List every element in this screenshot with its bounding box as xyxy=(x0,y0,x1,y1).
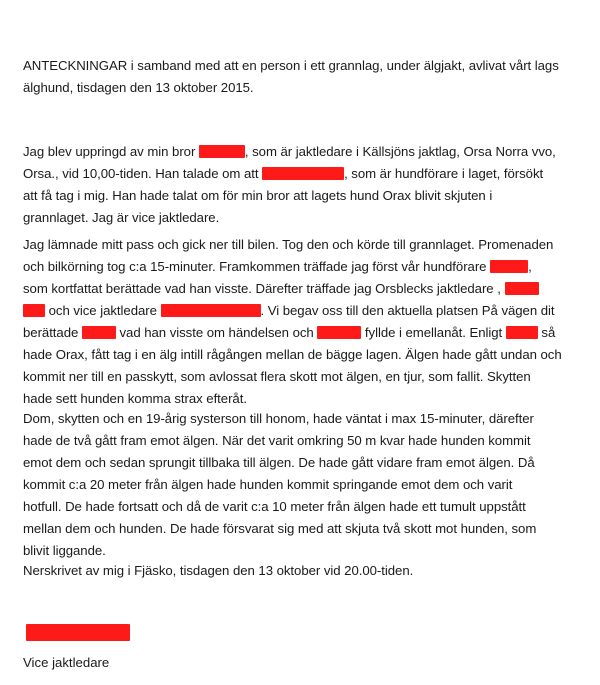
p3-line: hotfull. De hade fortsatt och då de varit c:a 10 meter från älgen hade ett tumult uppstått xyxy=(23,499,526,514)
p2-text: och bilkörning tog c:a 15-minuter. Framkommen träffade jag först vår hundförare xyxy=(23,259,491,274)
p2-line-4 xyxy=(23,300,583,322)
heading-line-1: ANTECKNINGAR i samband med att en person i ett grannlag, under älgjakt, avlivat vårt lags xyxy=(23,58,559,73)
p3-line: blivit liggande. xyxy=(23,543,106,558)
p3-line: Dom, skytten och en 19-årig systerson till honom, hade väntat i max 15-minuter, därefter xyxy=(23,411,534,426)
signature-role: Vice jaktledare xyxy=(23,655,110,670)
p2-line-5 xyxy=(23,322,583,344)
p3-line: hade de två gått fram emot älgen. När det varit omkring 50 m kvar hade hunden kommit xyxy=(23,433,531,448)
p3-line: mellan dem och hunden. De hade försvarat sig med att skjuta två skott mot hunden, som xyxy=(23,521,537,536)
p1-line-4: grannlaget. Jag är vice jaktledare. xyxy=(23,210,220,225)
p2-line-1: Jag lämnade mitt pass och gick ner till bilen. Tog den och körde till grannlaget. Promenaden xyxy=(23,237,554,252)
redaction-bar xyxy=(262,167,344,180)
redaction-bar xyxy=(23,304,45,317)
redaction-bar xyxy=(161,304,261,317)
redaction-bar xyxy=(506,326,538,339)
p2-text: , xyxy=(528,259,532,274)
p2-text: berättade xyxy=(23,325,82,340)
p2-text: och vice jaktledare xyxy=(45,303,161,318)
closing-text: Nerskrivet av mig i Fjäsko, tisdagen den 13 oktober vid 20.00-tiden. xyxy=(23,563,414,578)
paragraph-3 xyxy=(23,408,583,562)
p2-line-2 xyxy=(23,256,583,278)
p1-line-1 xyxy=(23,141,583,163)
p2-text: som kortfattat berättade vad han visste. Därefter träffade jag Orsblecks jaktledare , xyxy=(23,281,501,296)
redaction-bar xyxy=(82,326,116,339)
p2-line-3 xyxy=(23,278,583,300)
p2-text: så xyxy=(537,325,556,340)
p1-line-2 xyxy=(23,163,583,185)
signature-redaction xyxy=(26,624,130,641)
closing-line xyxy=(23,560,583,582)
p2-text: fyllde i emellanåt. Enligt xyxy=(361,325,506,340)
redaction-bar xyxy=(199,145,245,158)
p2-line-8: hade sett hunden komma strax efteråt. xyxy=(23,391,247,406)
p2-line-7: kommit ner till en passkytt, som avlossat flera skott mot älgen, en tjur, som fallit. Skytten xyxy=(23,369,531,384)
p1-text: , som är hundförare i laget, försökt xyxy=(344,166,544,181)
paragraph-1 xyxy=(23,141,583,229)
p1-text: Jag blev uppringd av min bror xyxy=(23,144,199,159)
p1-line-3: att få tag i mig. Han hade talat om för min bror att lagets hund Orax blivit skjuten i xyxy=(23,188,493,203)
redaction-bar xyxy=(505,282,539,295)
p2-text: vad han visste om händelsen och xyxy=(115,325,318,340)
p1-text: Orsa., vid 10,00-tiden. Han talade om att xyxy=(23,166,263,181)
redaction-bar xyxy=(490,260,528,273)
p3-line: kommit c:a 20 meter från älgen hade hunden kommit springande emot dem och varit xyxy=(23,477,513,492)
p1-text: , som är jaktledare i Källsjöns jaktlag, Orsa Norra vvo, xyxy=(244,144,556,159)
redaction-bar xyxy=(317,326,361,339)
heading-line-2: älghund, tisdagen den 13 oktober 2015. xyxy=(23,80,254,95)
p3-line: emot dem och sedan sprungit tillbaka till älgen. De hade gått vidare fram emot älgen. Då xyxy=(23,455,535,470)
paragraph-2 xyxy=(23,234,583,410)
document-heading xyxy=(23,55,583,99)
p2-line-6: hade Orax, fått tag i en älg intill rågången mellan de bägge lagen. Älgen hade gått undan och xyxy=(23,347,562,362)
p2-text: . Vi begav oss till den aktuella platsen På vägen dit xyxy=(260,303,555,318)
